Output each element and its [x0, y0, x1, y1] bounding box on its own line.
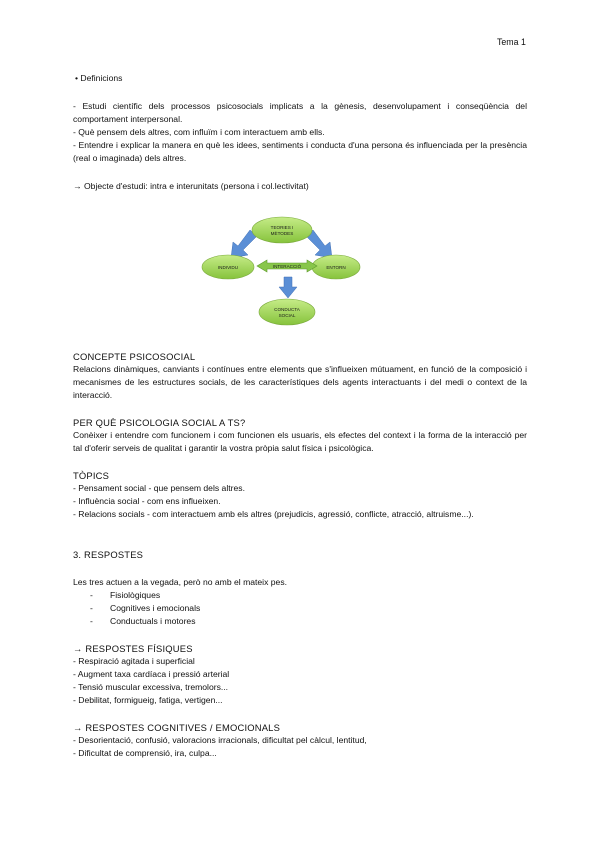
- topic-item-3: - Relacions socials - com interactuem amb els altres (prejudicis, agressió, conflicte, atracció, altruisme...).: [73, 509, 474, 519]
- definicio-line-3: - Entendre i explicar la manera en què les idees, sentiments i conducta d'una persona és influenciada per la presència (real o imaginada) dels altres.: [73, 140, 527, 163]
- arrow-left-down: [231, 230, 257, 258]
- cognitives-title: → RESPOSTES COGNITIVES / EMOCIONALS: [73, 722, 281, 733]
- perque-title: PER QUÈ PSICOLOGIA SOCIAL A TS?: [73, 417, 246, 428]
- label-individu: INDIVIDU: [217, 265, 239, 270]
- respostes-item-2: - Cognitives i emocionals: [90, 603, 201, 613]
- respostes-item-3: - Conductuals i motores: [90, 616, 196, 626]
- label-conducta-2: SOCIAL: [278, 313, 296, 318]
- cognitives-item-1: - Desorientació, confusió, valoracions irracionals, dificultat pel càlcul, lentitud,: [73, 735, 367, 745]
- fisiques-item-3: - Tensió muscular excessiva, tremolors...: [73, 682, 229, 692]
- perque-text: Conèixer i entendre com funcionem i com funcionen els usuaris, els efectes del context i la forma de la interacció per tal d'oferir serveis de qualitat i garantir la vostra pròpia salut física i psicològica.: [73, 430, 527, 453]
- objecte-estudi: → Objecte d'estudi: intra e interunitats (persona i col.lectivitat): [73, 181, 309, 191]
- concepte-title: CONCEPTE PSICOSOCIAL: [73, 351, 196, 362]
- label-conducta-1: CONDUCTA: [274, 307, 300, 312]
- arrow-down: [279, 277, 297, 298]
- respostes-title: 3. RESPOSTES: [73, 549, 144, 560]
- ellipse-conducta: [259, 299, 315, 325]
- cognitives-item-2: - Dificultat de comprensió, ira, culpa...: [73, 748, 217, 758]
- topic-item-2: - Influència social - com ens influeixen.: [73, 496, 221, 506]
- respostes-item-1: - Fisiològiques: [90, 590, 161, 600]
- definicions-title: • Definicions: [75, 73, 123, 83]
- label-entorn: ENTORN: [326, 265, 346, 270]
- definicio-line-1: - Estudi científic dels processos psicosocials implicats a la gènesis, desenvolupament i conseqüència del comportament interpersonal.: [73, 101, 527, 124]
- topics-title: TÒPICS: [73, 470, 110, 481]
- label-teories-2: MÈTODES: [270, 231, 294, 236]
- definicio-line-2: - Què pensem dels altres, com influïm i com interactuem amb ells.: [73, 127, 325, 137]
- fisiques-item-4: - Debilitat, formigueig, fatiga, vertigen...: [73, 695, 223, 705]
- ellipse-teories: [252, 217, 312, 243]
- page-header-tema: Tema 1: [497, 37, 526, 47]
- concepte-text: Relacions dinàmiques, canviants i contínues entre elements que s'influeixen mútuament, en funció de la composició i mecanismes de les estructures socials, de les característiques dels agents interactuants i del medi o context de la interacció.: [73, 364, 527, 400]
- label-interaccio: INTERACCIÓ: [272, 264, 302, 269]
- respostes-intro: Les tres actuen a la vegada, però no amb el mateix pes.: [73, 577, 288, 587]
- fisiques-title: → RESPOSTES FÍSIQUES: [73, 643, 193, 654]
- fisiques-item-2: - Augment taxa cardíaca i pressió arterial: [73, 669, 230, 679]
- label-teories-1: TEORIES I: [270, 225, 294, 230]
- topic-item-1: - Pensament social - que pensem dels altres.: [73, 483, 245, 493]
- psychosocial-diagram: [195, 210, 365, 330]
- fisiques-item-1: - Respiració agitada i superficial: [73, 656, 195, 666]
